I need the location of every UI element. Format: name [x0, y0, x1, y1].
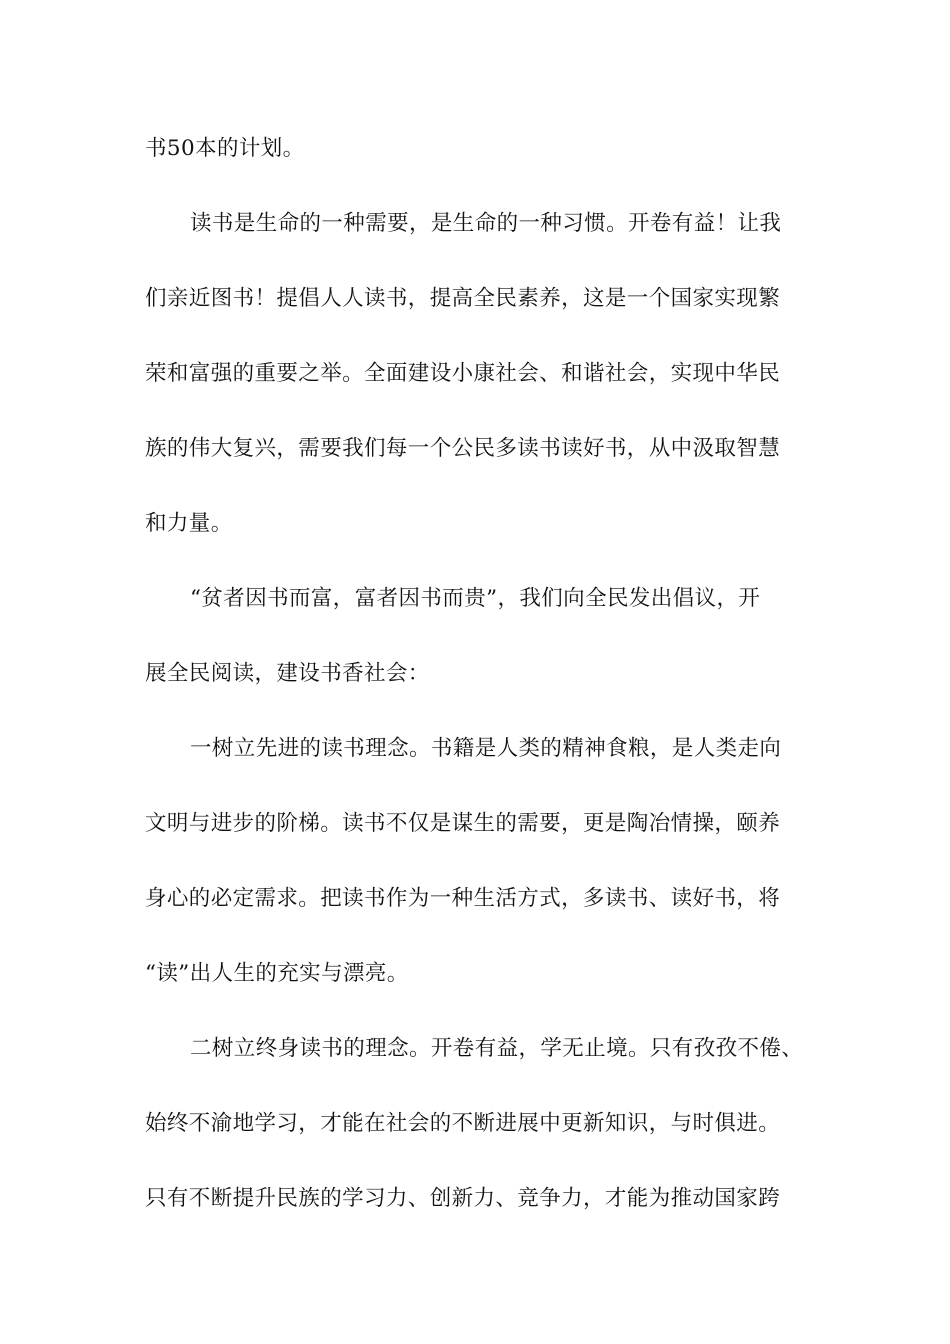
text-line: 书50本的计划。	[145, 136, 305, 161]
text-line: 始终不渝地学习，才能在社会的不断进展中更新知识，与时俱进。	[145, 1111, 781, 1136]
paragraph-first-line: 读书是生命的一种需要，是生命的一种习惯。开卷有益！让我	[190, 211, 782, 236]
text-line: 和力量。	[145, 511, 233, 536]
paragraph-first-line: 一树立先进的读书理念。书籍是人类的精神食粮，是人类走向	[190, 736, 782, 761]
text-line: 只有不断提升民族的学习力、创新力、竞争力，才能为推动国家跨	[145, 1186, 781, 1211]
text-line: 身心的必定需求。把读书作为一种生活方式，多读书、读好书，将	[145, 886, 781, 911]
paragraph-first-line: “贫者因书而富，富者因书而贵”，我们向全民发出倡议，开	[190, 586, 761, 611]
text-line: 族的伟大复兴，需要我们每一个公民多读书读好书，从中汲取智慧	[145, 436, 781, 461]
text-line: 展全民阅读，建设书香社会：	[145, 661, 430, 686]
text-line: 荣和富强的重要之举。全面建设小康社会、和谐社会，实现中华民	[145, 361, 781, 386]
text-line: 们亲近图书！提倡人人读书，提高全民素养，这是一个国家实现繁	[145, 286, 781, 311]
text-line: 文明与进步的阶梯。读书不仅是谋生的需要，更是陶冶情操，颐养	[145, 811, 781, 836]
paragraph-first-line: 二树立终身读书的理念。开卷有益，学无止境。只有孜孜不倦、	[190, 1036, 804, 1061]
text-line: “读”出人生的充实与漂亮。	[145, 961, 409, 986]
